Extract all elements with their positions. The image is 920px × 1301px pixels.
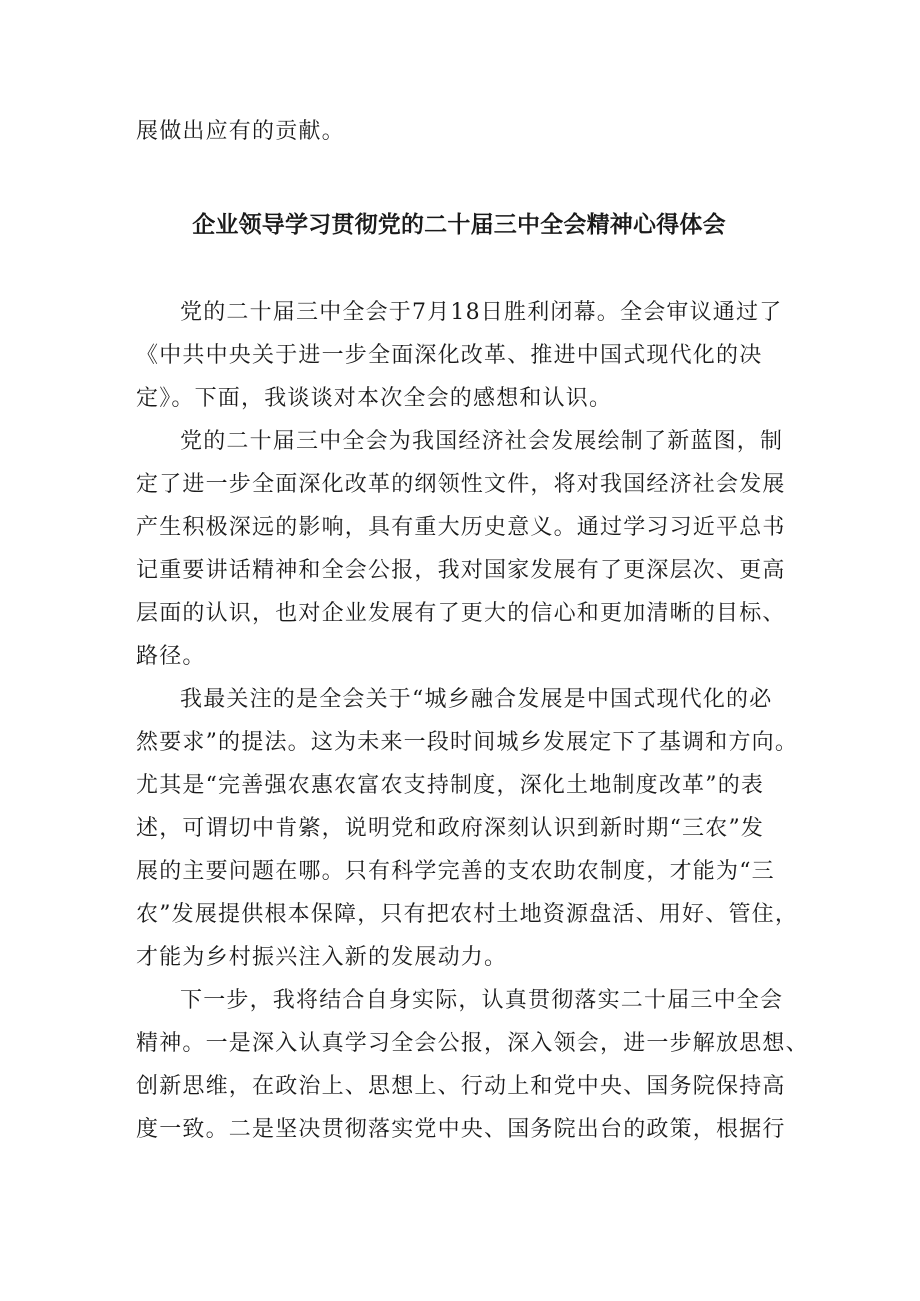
paragraph-line: 定了进一步全面深化改革的纲领性文件，将对我国经济社会发展 <box>136 472 786 497</box>
document-title: 企业领导学习贯彻党的二十届三中全会精神心得体会 <box>192 212 726 238</box>
paragraph-line: 创新思维，在政治上、思想上、行动上和党中央、国务院保持高 <box>136 1074 786 1099</box>
paragraph-line: 尤其是“完善强农惠农富农支持制度，深化土地制度改革”的表 <box>136 773 765 798</box>
paragraph-line: 党的二十届三中全会为我国经济社会发展绘制了新蓝图，制 <box>180 429 784 454</box>
document-body <box>136 110 809 1151</box>
paragraph-line: 展的主要问题在哪。只有科学完善的支农助农制度，才能为“三 <box>136 859 775 884</box>
paragraph-line: 才能为乡村振兴注入新的发展动力。 <box>136 945 508 970</box>
paragraph-line: 度一致。二是坚决贯彻落实党中央、国务院出台的政策，根据行 <box>136 1117 786 1142</box>
paragraph-4 <box>136 979 809 1151</box>
paragraph-line: 《中共中央关于进一步全面深化改革、推进中国式现代化的决 <box>136 343 763 368</box>
paragraph-line: 定》。下面，我谈谈对本次全会的感想和认识。 <box>136 386 613 411</box>
paragraph-line: 述，可谓切中肯綮，说明党和政府深刻认识到新时期“三农”发 <box>136 816 765 841</box>
paragraph-line: 层面的认识，也对企业发展有了更大的信心和更加清晰的目标、 <box>136 601 786 626</box>
paragraph-2 <box>136 420 786 678</box>
paragraph-3 <box>136 678 799 979</box>
paragraph-line: 路径。 <box>136 644 206 669</box>
paragraph-line: 产生积极深远的影响，具有重大历史意义。通过学习习近平总书 <box>136 515 786 540</box>
paragraph-line: 然要求”的提法。这为未来一段时间城乡发展定下了基调和方向。 <box>136 730 799 755</box>
paragraph-line: 我最关注的是全会关于“城乡融合发展是中国式现代化的必 <box>180 687 773 712</box>
paragraph-line: 记重要讲话精神和全会公报，我对国家发展有了更深层次、更高 <box>136 558 786 583</box>
paragraph-1 <box>136 291 786 420</box>
paragraph-line: 农”发展提供根本保障，只有把农村土地资源盘活、用好、管住， <box>136 902 799 927</box>
paragraph-line: 精神。一是深入认真学习全会公报，深入领会，进一步解放思想、 <box>136 1031 809 1056</box>
paragraph-line: 党的二十届三中全会于7月18日胜利闭幕。全会审议通过了 <box>180 300 783 325</box>
paragraph-line: 下一步，我将结合自身实际，认真贯彻落实二十届三中全会 <box>180 988 784 1013</box>
continuation-line: 展做出应有的贡献。 <box>136 119 345 144</box>
